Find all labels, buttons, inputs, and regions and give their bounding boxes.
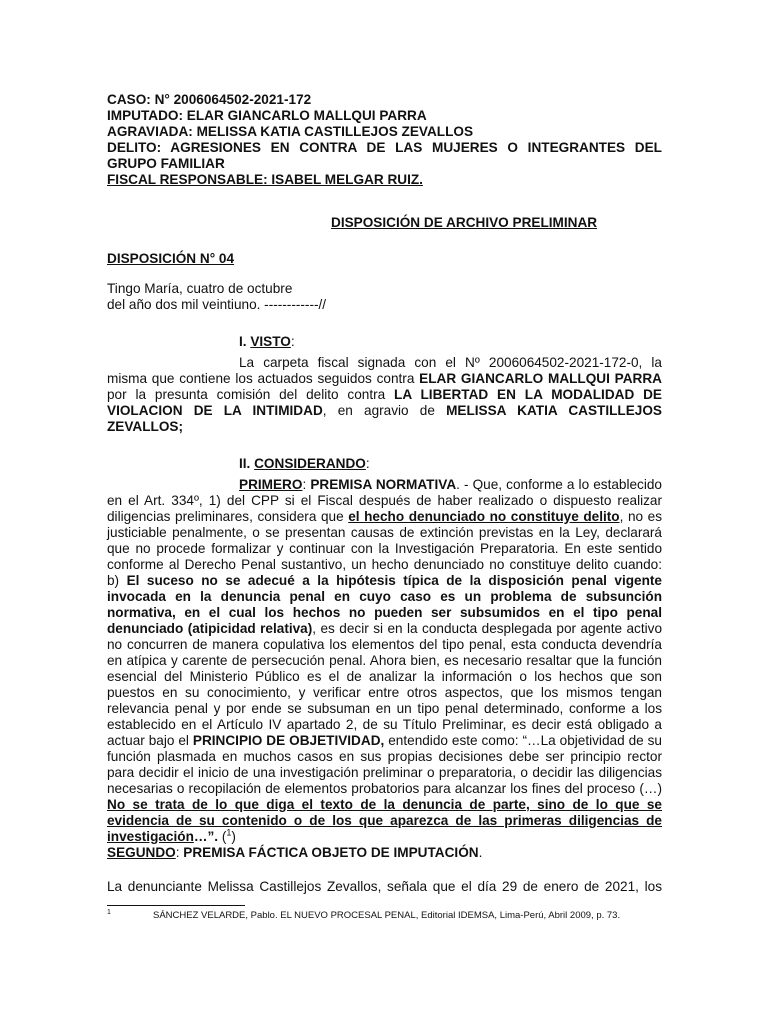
footnote-number: 1 [107,908,111,916]
offense: DELITO: AGRESIONES EN CONTRA DE LAS MUJERES O INTEGRANTES DEL GRUPO FAMILIAR [107,140,662,171]
primero-paragraph: PRIMERO: PREMISA NORMATIVA. - Que, conforme a lo establecido en el Art. 334º, 1) del CPP si el Fiscal después de haber realizado o dispuesto realizar diligencias preliminares, considera que el hecho denunciado no constituye delito, no es justiciable penalmente, o se presentan causas de extinción previstas en la Ley, declarará que no procede formalizar y continuar con la Investigación Preparatoria. En este sentido conforme al Derecho Penal sustantivo, un hecho denunciado no constituye delito cuando: b) El suceso no se adecué a la hipótesis típica de la disposición penal vigente invocada en la denuncia penal en cuyo caso es un problema de subsunción normativa, en el cual los hechos no pueden ser subsumidos en el tipo penal denunciado (atipicidad relativa), es decir si en la conducta desplegada por agente activo no concurren de manera copulativa los elementos del tipo penal, esta conducta devendría en atípica y carente de persecución penal. Ahora bien, es necesario resaltar que la función esencial del Ministerio Público es el de analizar la información o los hechos que son puestos en su conocimiento, y verificar entre otros aspectos, que los mismos tengan relevancia penal y por ende se subsuman en un tipo penal determinado, conforme a los establecido en el Artículo IV apartado 2, de su Título Preliminar, es decir está obligado a actuar bajo el PRINCIPIO DE OBJETIVIDAD, entendido este como: “…La objetividad de su función plasmada en muchos casos en sus propias decisiones debe ser principio rector para decidir el inicio de una investigación preliminar o preparatoria, o decidir las diligencias necesarias o recopilación de elementos probatorios para alcanzar los fines del proceso (…) No se trata de lo que diga el texto de la denuncia de parte, sino de lo que se evidencia de su contenido o de los que aparezca de las primeras diligencias de investigación…”. ($^1$) [107,476,662,844]
footnote-text: SÁNCHEZ VELARDE, Pablo. EL NUEVO PROCESAL PENAL, Editorial IDEMSA, Lima-Perú, Abril 2009, p. 73. [153,909,621,921]
prosecutor: FISCAL RESPONSABLE: ISABEL MELGAR RUIZ. [107,172,423,187]
footnote [107,910,662,922]
footnote-ref[interactable]: 1 [226,827,232,838]
section-visto-heading: I. VISTO: [239,333,295,349]
document-title: DISPOSICIÓN DE ARCHIVO PRELIMINAR [331,215,598,230]
case-number: CASO: N° 2006064502-2021-172 [107,92,312,107]
place-date-line-1: Tingo María, cuatro de octubre [107,280,293,296]
segundo-heading: SEGUNDO: PREMISA FÁCTICA OBJETO DE IMPUTACIÓN. [107,844,483,860]
disposition-number: DISPOSICIÓN N° 04 [107,251,235,266]
footnote-divider [107,905,245,906]
section-considerando-heading: II. CONSIDERANDO: [239,455,370,471]
victim: AGRAVIADA: MELISSA KATIA CASTILLEJOS ZEVALLOS [107,124,474,139]
visto-paragraph: La carpeta fiscal signada con el Nº 2006064502-2021-172-0, la misma que contiene los actuados seguidos contra ELAR GIANCARLO MALLQUI PARRA por la presunta comisión del delito contra LA LIBERTAD EN LA MODALIDAD DE VIOLACION DE LA INTIMIDAD, en agravio de MELISSA KATIA CASTILLEJOS ZEVALLOS; [107,354,663,434]
segundo-paragraph: La denunciante Melissa Castillejos Zevallos, señala que el día 29 de enero de 2021, los [107,878,662,894]
accused: IMPUTADO: ELAR GIANCARLO MALLQUI PARRA [107,108,427,123]
place-date-line-2: del año dos mil veintiuno. ------------// [107,296,327,312]
